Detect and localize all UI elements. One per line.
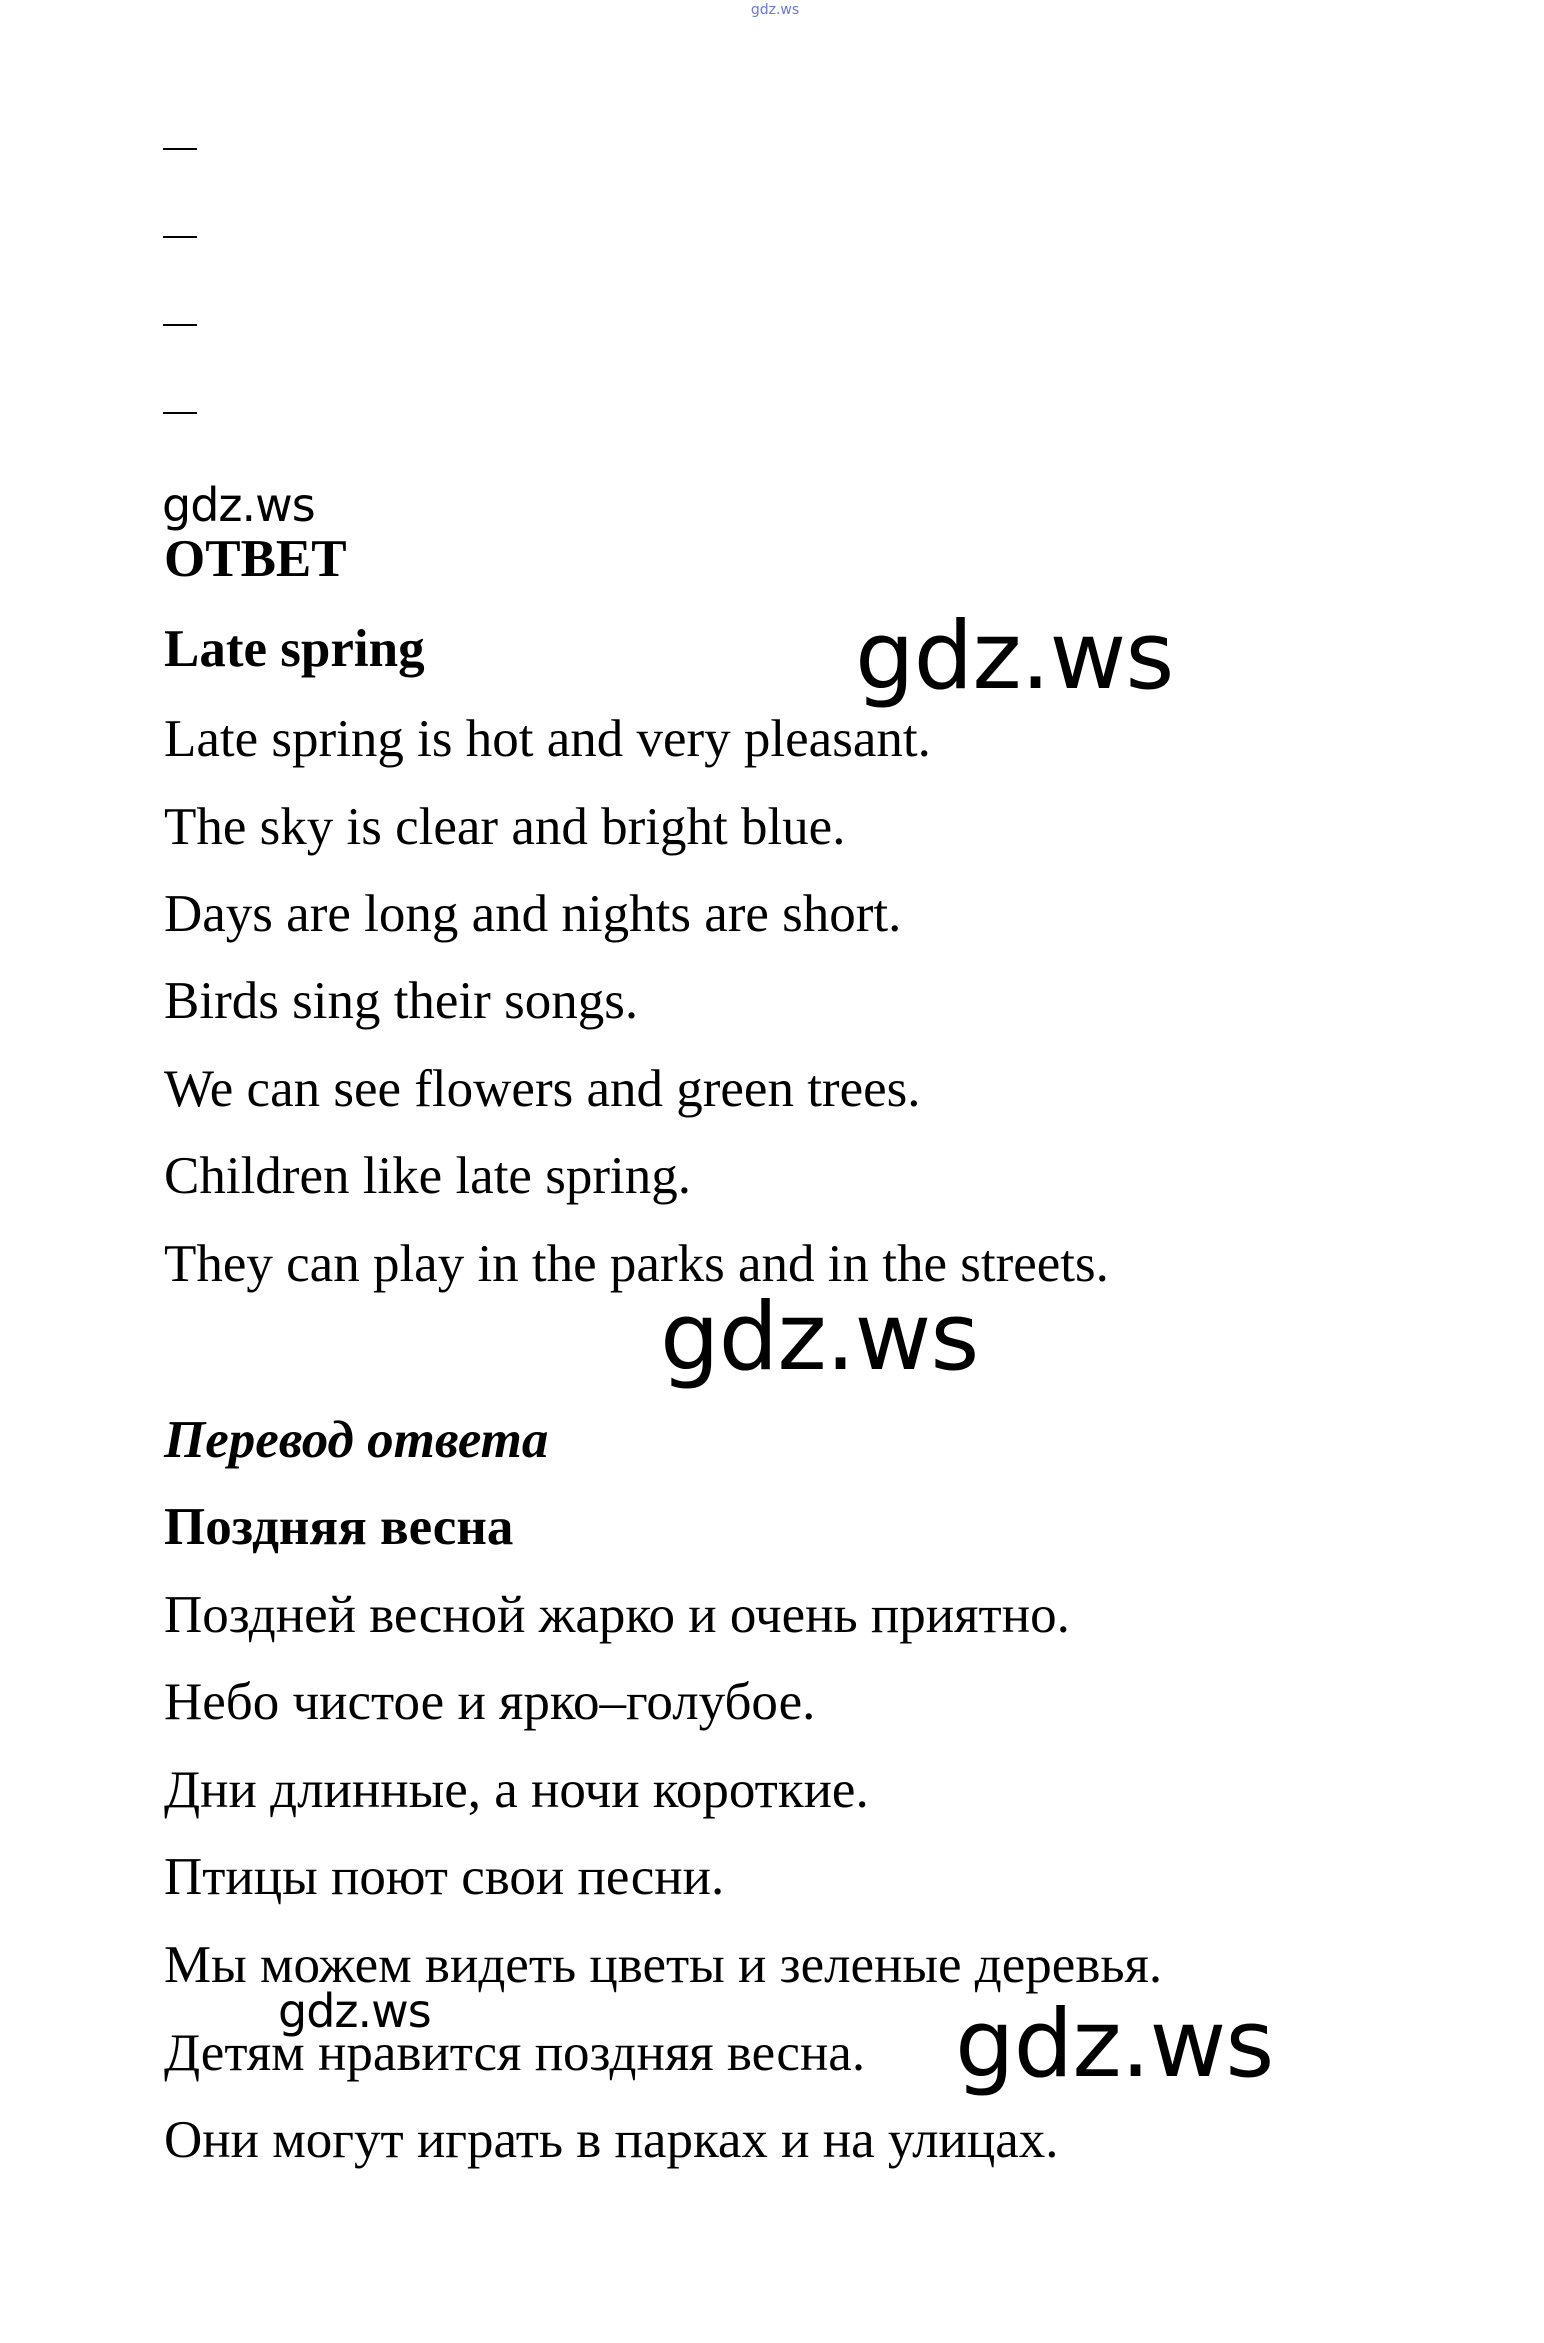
dash-mark [163,412,197,414]
translation-line: Они могут играть в парках и на улицах. [164,2111,1059,2169]
translation-line: Дни длинные, а ночи короткие. [164,1761,869,1819]
watermark: gdz.ws [278,1984,431,2038]
watermark: gdz.ws [855,602,1174,711]
answer-line: Days are long and nights are short. [164,885,902,943]
answer-line: Birds sing their songs. [164,972,639,1030]
translation-line: Детям нравится поздняя весна. [164,2024,866,2082]
translation-line: Небо чистое и ярко–голубое. [164,1673,816,1731]
watermark: gdz.ws [162,478,315,532]
answer-title: Late spring [164,620,425,678]
answer-line: We can see flowers and green trees. [164,1060,921,1118]
watermark: gdz.ws [955,1990,1274,2099]
answer-line: Late spring is hot and very pleasant. [164,710,931,768]
dash-mark [163,148,197,150]
answer-heading: ОТВЕТ [164,530,347,588]
translation-heading: Перевод ответа [164,1411,549,1469]
answer-line: Children like late spring. [164,1147,691,1205]
translation-line: Мы можем видеть цветы и зеленые деревья. [164,1936,1163,1994]
answer-line: The sky is clear and bright blue. [164,798,846,856]
dash-mark [163,324,197,326]
site-tag: gdz.ws [750,2,800,18]
translation-line: Поздней весной жарко и очень приятно. [164,1586,1070,1644]
translation-title: Поздняя весна [164,1498,514,1556]
answer-line: They can play in the parks and in the streets. [164,1235,1109,1293]
translation-line: Птицы поют свои песни. [164,1848,725,1906]
dash-mark [163,236,197,238]
watermark: gdz.ws [660,1283,979,1392]
